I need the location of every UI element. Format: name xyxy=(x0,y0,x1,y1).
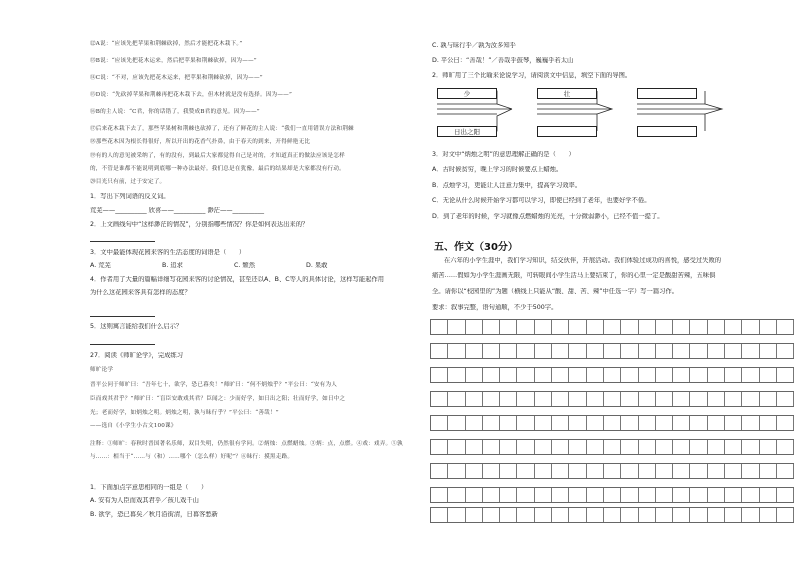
grid-cell[interactable] xyxy=(500,368,517,382)
grid-cell[interactable] xyxy=(552,508,569,522)
grid-cell[interactable] xyxy=(500,488,517,502)
grid-cell[interactable] xyxy=(535,416,552,430)
grid-cell[interactable] xyxy=(708,440,725,454)
grid-cell[interactable] xyxy=(466,440,483,454)
grid-cell[interactable] xyxy=(431,440,448,454)
grid-cell[interactable] xyxy=(673,416,690,430)
grid-cell[interactable] xyxy=(587,392,604,406)
grid-cell[interactable] xyxy=(777,440,794,454)
grid-cell[interactable] xyxy=(725,344,742,358)
grid-cell[interactable] xyxy=(466,464,483,478)
grid-cell[interactable] xyxy=(742,344,759,358)
grid-cell[interactable] xyxy=(448,344,465,358)
grid-cell[interactable] xyxy=(690,344,707,358)
grid-cell[interactable] xyxy=(690,508,707,522)
grid-cell[interactable] xyxy=(535,392,552,406)
grid-cell[interactable] xyxy=(708,392,725,406)
grid-cell[interactable] xyxy=(690,488,707,502)
grid-cell[interactable] xyxy=(448,508,465,522)
grid-cell[interactable] xyxy=(431,488,448,502)
grid-cell[interactable] xyxy=(431,368,448,382)
grid-cell[interactable] xyxy=(690,416,707,430)
grid-cell[interactable] xyxy=(569,508,586,522)
question-5: 5．这则寓言能给我们什么启示？ xyxy=(90,323,183,330)
grid-cell[interactable] xyxy=(569,368,586,382)
question-b1-option-a: A. 安有为人臣而戏其君乎／孩儿戏千山 xyxy=(90,497,199,504)
grid-cell[interactable] xyxy=(552,464,569,478)
passage-title: 师旷论学 xyxy=(90,367,114,373)
grid-cell[interactable] xyxy=(483,368,500,382)
grid-cell[interactable] xyxy=(500,344,517,358)
question-1-fill: 荒芜——__________ 欣喜——__________ 渺茫——__________ xyxy=(90,207,265,214)
grid-cell[interactable] xyxy=(483,488,500,502)
passage-paragraph: ⑬B说：“应该先把花木运来，然后把苹果和荆棘砍掉，因为——” xyxy=(90,58,257,64)
grid-cell[interactable] xyxy=(517,392,534,406)
grid-cell[interactable] xyxy=(483,464,500,478)
grid-cell[interactable] xyxy=(690,368,707,382)
grid-cell[interactable] xyxy=(621,440,638,454)
grid-cell[interactable] xyxy=(535,488,552,502)
grid-cell[interactable] xyxy=(535,320,552,334)
grid-cell[interactable] xyxy=(604,392,621,406)
grid-cell[interactable] xyxy=(656,440,673,454)
question-b1: 1．下面加点字意思相同的一组是（ ） xyxy=(90,484,208,491)
question-3-options xyxy=(90,262,412,270)
answer-line xyxy=(90,316,155,317)
grid-cell[interactable] xyxy=(604,440,621,454)
grid-cell[interactable] xyxy=(777,488,794,502)
left-column xyxy=(90,0,412,562)
grid-cell[interactable] xyxy=(621,392,638,406)
grid-cell[interactable] xyxy=(760,344,777,358)
grid-cell[interactable] xyxy=(656,368,673,382)
grid-cell[interactable] xyxy=(517,464,534,478)
grid-cell[interactable] xyxy=(448,464,465,478)
grid-cell[interactable] xyxy=(673,488,690,502)
grid-row[interactable] xyxy=(430,415,794,431)
grid-cell[interactable] xyxy=(673,440,690,454)
answer-line xyxy=(90,241,155,242)
grid-cell[interactable] xyxy=(587,344,604,358)
q3-option-b: B．点烛学习，更能让人注意力集中，提高学习效率。 xyxy=(432,182,582,189)
section-heading-composition: 五、作文（30分） xyxy=(434,242,518,253)
grid-cell[interactable] xyxy=(552,392,569,406)
grid-cell[interactable] xyxy=(552,488,569,502)
grid-cell[interactable] xyxy=(777,368,794,382)
grid-cell[interactable] xyxy=(725,416,742,430)
grid-cell[interactable] xyxy=(517,320,534,334)
grid-cell[interactable] xyxy=(673,392,690,406)
grid-cell[interactable] xyxy=(621,320,638,334)
grid-cell[interactable] xyxy=(517,368,534,382)
grid-cell[interactable] xyxy=(760,508,777,522)
essay-requirements: 要求：叙事完整，语句通顺，不少于500字。 xyxy=(432,304,558,311)
grid-cell[interactable] xyxy=(604,464,621,478)
grid-cell[interactable] xyxy=(639,488,656,502)
grid-cell[interactable] xyxy=(569,440,586,454)
grid-cell[interactable] xyxy=(656,416,673,430)
grid-cell[interactable] xyxy=(517,344,534,358)
grid-cell[interactable] xyxy=(466,368,483,382)
grid-cell[interactable] xyxy=(587,464,604,478)
grid-cell[interactable] xyxy=(500,392,517,406)
passage-paragraph: ⑯B的主人说：“C君，你的话错了，我赞成B君的意见。因为——” xyxy=(90,109,260,115)
grid-cell[interactable] xyxy=(604,368,621,382)
grid-cell[interactable] xyxy=(742,488,759,502)
grid-cell[interactable] xyxy=(777,416,794,430)
classical-passage: 臣而戏其君乎？”师旷曰：“盲臣安敢戏其君？臣闻之：少而好学，如日出之阳；壮而好学，如日中之 xyxy=(90,396,346,402)
grid-cell[interactable] xyxy=(673,320,690,334)
diagram-box-prime: 壮 xyxy=(537,88,597,99)
q3-option-d: D．到了老年的时候，学习就像点燃蜡烛的光亮，十分微弱渺小，已经不值一提了。 xyxy=(432,213,664,220)
question-2: 2．师旷用了三个比喻来论说学习，请阅读文中信息，填空下面的导图。 xyxy=(432,72,632,79)
grid-cell[interactable] xyxy=(552,440,569,454)
grid-cell[interactable] xyxy=(742,508,759,522)
grid-cell[interactable] xyxy=(535,368,552,382)
grid-cell[interactable] xyxy=(587,508,604,522)
diagram-blank-2[interactable] xyxy=(537,126,597,137)
grid-cell[interactable] xyxy=(760,464,777,478)
answer-line xyxy=(90,344,155,345)
grid-cell[interactable] xyxy=(708,416,725,430)
grid-cell[interactable] xyxy=(639,440,656,454)
grid-cell[interactable] xyxy=(621,508,638,522)
grid-cell[interactable] xyxy=(448,416,465,430)
grid-cell[interactable] xyxy=(621,488,638,502)
grid-cell[interactable] xyxy=(431,508,448,522)
grid-row[interactable] xyxy=(430,367,794,383)
grid-cell[interactable] xyxy=(604,344,621,358)
grid-cell[interactable] xyxy=(639,416,656,430)
grid-cell[interactable] xyxy=(777,392,794,406)
passage-paragraph: ⑭C说：“不对，应该先把花木运来，把苹果和荆棘砍掉，因为——” xyxy=(90,75,263,81)
grid-cell[interactable] xyxy=(760,368,777,382)
grid-cell[interactable] xyxy=(708,508,725,522)
grid-cell[interactable] xyxy=(500,320,517,334)
grid-cell[interactable] xyxy=(448,440,465,454)
grid-cell[interactable] xyxy=(760,416,777,430)
grid-cell[interactable] xyxy=(569,464,586,478)
grid-row[interactable] xyxy=(430,439,794,455)
grid-row[interactable] xyxy=(430,487,794,503)
grid-cell[interactable] xyxy=(673,344,690,358)
grid-cell[interactable] xyxy=(725,368,742,382)
grid-cell[interactable] xyxy=(690,464,707,478)
passage-source: ——选自《小学生小古文100课》 xyxy=(90,423,177,429)
grid-cell[interactable] xyxy=(656,392,673,406)
passage-paragraph: ⑮D说：“先砍掉苹果和荆棘再把花木栽下去，但木材就是没有选择。因为——” xyxy=(90,92,292,98)
diagram-blank-3[interactable] xyxy=(637,88,697,99)
grid-cell[interactable] xyxy=(639,368,656,382)
question-4: 4．作者用了大量的篇幅详细写花园来客的讨论情况，甚至还以A、B、C等人的具体讨论，这样写能起作用 xyxy=(90,276,385,283)
grid-cell[interactable] xyxy=(500,416,517,430)
grid-cell[interactable] xyxy=(708,344,725,358)
grid-cell[interactable] xyxy=(587,488,604,502)
grid-cell[interactable] xyxy=(483,344,500,358)
passage-paragraph: 的，不管是谁都不能说明到底哪一种办法最好。我们总是在犹豫，最后的结果却是大家都没有行动。 xyxy=(90,166,345,172)
grid-cell[interactable] xyxy=(431,416,448,430)
diagram-box-sunrise: 日出之阳 xyxy=(437,126,497,137)
grid-cell[interactable] xyxy=(725,392,742,406)
option-b: B. 追求 xyxy=(162,262,183,269)
grid-cell[interactable] xyxy=(639,464,656,478)
grid-cell[interactable] xyxy=(587,440,604,454)
grid-row[interactable] xyxy=(430,391,794,407)
option-d: D. 果敢 xyxy=(306,262,328,269)
passage-notes: 注释：①师旷：春秋时晋国著名乐师，双目失明，仍然很有学问。②炳烛：点燃蜡烛。③炳：点，点燃。④戏：戏弄。⑤孰与……：相当于“……与（和）……哪个（怎么样）好呢”？⑥昧行：摸黑走路。 xyxy=(90,441,403,460)
grid-cell[interactable] xyxy=(656,320,673,334)
grid-cell[interactable] xyxy=(466,320,483,334)
grid-row[interactable] xyxy=(430,343,794,359)
grid-cell[interactable] xyxy=(690,392,707,406)
grid-cell[interactable] xyxy=(708,320,725,334)
passage-paragraph: ⑳目光只有前，过于安定了。 xyxy=(90,179,166,185)
grid-cell[interactable] xyxy=(500,508,517,522)
option-d: D. 平公曰：“善哉！”／善哉乎鼓琴，巍巍乎若太山 xyxy=(432,57,574,64)
grid-cell[interactable] xyxy=(604,320,621,334)
grid-cell[interactable] xyxy=(431,320,448,334)
question-3: 3．对文中“炳烛之明”的意思理解正确的是（ ） xyxy=(432,151,575,158)
grid-cell[interactable] xyxy=(656,344,673,358)
grid-cell[interactable] xyxy=(466,344,483,358)
classical-passage: 光；老而好学，如炳烛之明。炳烛之明，孰与昧行乎？”平公曰：“善哉！” xyxy=(90,410,279,416)
grid-cell[interactable] xyxy=(742,416,759,430)
grid-cell[interactable] xyxy=(725,508,742,522)
grid-cell[interactable] xyxy=(690,320,707,334)
diagram-box-young: 少 xyxy=(437,88,497,99)
essay-prompt: 在六年的小学生涯中，我们学习知识，结交伙伴，开展活动。我们体验过成功的喜悦，感受过失败的 xyxy=(444,257,722,264)
grid-cell[interactable] xyxy=(742,392,759,406)
grid-cell[interactable] xyxy=(466,416,483,430)
grid-cell[interactable] xyxy=(690,440,707,454)
grid-cell[interactable] xyxy=(448,368,465,382)
grid-cell[interactable] xyxy=(742,440,759,454)
grid-cell[interactable] xyxy=(552,344,569,358)
grid-cell[interactable] xyxy=(656,464,673,478)
grid-cell[interactable] xyxy=(483,508,500,522)
classical-passage: 晋平公问于师旷曰：“吾年七十，欲学，恐已暮矣！”师旷曰：“何不炳烛乎？”平公曰：“安有为人 xyxy=(90,382,338,388)
grid-cell[interactable] xyxy=(569,416,586,430)
grid-row[interactable] xyxy=(430,463,794,479)
grid-cell[interactable] xyxy=(708,488,725,502)
grid-cell[interactable] xyxy=(483,416,500,430)
grid-cell[interactable] xyxy=(569,320,586,334)
grid-cell[interactable] xyxy=(742,320,759,334)
grid-cell[interactable] xyxy=(621,344,638,358)
grid-cell[interactable] xyxy=(777,464,794,478)
grid-cell[interactable] xyxy=(656,488,673,502)
grid-cell[interactable] xyxy=(448,392,465,406)
grid-cell[interactable] xyxy=(448,488,465,502)
grid-cell[interactable] xyxy=(604,508,621,522)
grid-cell[interactable] xyxy=(604,488,621,502)
q3-option-a: A．古时候贫穷，晚上学习的时候要点上蜡烛。 xyxy=(432,166,563,173)
essay-prompt: 痛苦……假如为小学生涯画无限，可转眼间小学生活马上要结束了，你的心里一定是酸甜苦辣，五味俱 xyxy=(432,272,716,279)
grid-cell[interactable] xyxy=(431,392,448,406)
grid-cell[interactable] xyxy=(587,368,604,382)
passage-paragraph: ⑲有的人的意见被采纳了，有的没有，到最后大家都觉得自己是对的，才知道真正的做法应该是怎样 xyxy=(90,153,345,159)
grid-cell[interactable] xyxy=(708,368,725,382)
grid-cell[interactable] xyxy=(535,464,552,478)
option-c: C. 孰与昧行乎／孰为汝多知乎 xyxy=(432,42,516,49)
grid-cell[interactable] xyxy=(639,392,656,406)
grid-cell[interactable] xyxy=(777,344,794,358)
grid-cell[interactable] xyxy=(777,508,794,522)
grid-cell[interactable] xyxy=(517,508,534,522)
essay-prompt: 全。请你以“校园里的”为题（横线上只能从“酸、甜、苦、辣”中任选一字）写一篇习作。 xyxy=(432,288,679,295)
grid-cell[interactable] xyxy=(760,440,777,454)
grid-cell[interactable] xyxy=(639,508,656,522)
grid-cell[interactable] xyxy=(725,320,742,334)
composition-grid[interactable] xyxy=(430,319,794,522)
question-b1-option-b: B. 欲学，恐已暮矣／秋月沿街清，日暮客愁新 xyxy=(90,511,218,518)
grid-cell[interactable] xyxy=(725,464,742,478)
grid-cell[interactable] xyxy=(517,440,534,454)
grid-cell[interactable] xyxy=(552,368,569,382)
grid-cell[interactable] xyxy=(742,368,759,382)
grid-cell[interactable] xyxy=(708,464,725,478)
grid-cell[interactable] xyxy=(621,464,638,478)
option-c: C. 颓然 xyxy=(234,262,255,269)
grid-cell[interactable] xyxy=(760,320,777,334)
question-27: 27．阅读《师旷论学》，完成练习 xyxy=(90,352,184,359)
grid-cell[interactable] xyxy=(587,416,604,430)
grid-cell[interactable] xyxy=(604,416,621,430)
grid-cell[interactable] xyxy=(535,440,552,454)
question-3: 3．文中最能体现花园来客的生活态度的词语是（ ） xyxy=(90,249,246,256)
grid-cell[interactable] xyxy=(500,440,517,454)
q3-option-c: C．无论从什么时候开始学习都可以学习，即使已经到了老年，也要好学不倦。 xyxy=(432,197,651,204)
grid-cell[interactable] xyxy=(587,320,604,334)
grid-cell[interactable] xyxy=(500,464,517,478)
grid-cell[interactable] xyxy=(535,508,552,522)
grid-cell[interactable] xyxy=(639,344,656,358)
grid-cell[interactable] xyxy=(466,508,483,522)
grid-cell[interactable] xyxy=(569,488,586,502)
grid-cell[interactable] xyxy=(725,440,742,454)
grid-cell[interactable] xyxy=(569,344,586,358)
grid-cell[interactable] xyxy=(535,344,552,358)
grid-cell[interactable] xyxy=(466,392,483,406)
grid-cell[interactable] xyxy=(673,464,690,478)
question-4-cont: 为什么这花园来客具有怎样的态度？ xyxy=(90,289,191,296)
grid-cell[interactable] xyxy=(760,488,777,502)
grid-cell[interactable] xyxy=(639,320,656,334)
grid-cell[interactable] xyxy=(466,488,483,502)
question-1: 1．写出下列词语的反义词。 xyxy=(90,193,170,200)
grid-cell[interactable] xyxy=(569,392,586,406)
option-a: A. 荒芜 xyxy=(90,262,111,269)
passage-paragraph: ⑫A说：“应该先把苹果和荆棘砍掉，然后才能把花木栽下。” xyxy=(90,41,243,47)
grid-cell[interactable] xyxy=(483,320,500,334)
grid-cell[interactable] xyxy=(656,508,673,522)
passage-paragraph: ⑱那些花木因为根长得很好，所以开出的花香气扑鼻，由于春天的到来，开得鲜艳无比 xyxy=(90,139,311,145)
question-2: 2．上文画线句中“这样渺茫的情况”，分别指哪些情况？你是如何表达出来的？ xyxy=(90,221,309,228)
grid-cell[interactable] xyxy=(742,464,759,478)
grid-cell[interactable] xyxy=(621,416,638,430)
diagram-blank-4[interactable] xyxy=(637,126,697,137)
grid-cell[interactable] xyxy=(552,416,569,430)
grid-cell[interactable] xyxy=(431,344,448,358)
grid-cell[interactable] xyxy=(517,488,534,502)
grid-cell[interactable] xyxy=(431,464,448,478)
grid-cell[interactable] xyxy=(552,320,569,334)
grid-cell[interactable] xyxy=(725,488,742,502)
grid-cell[interactable] xyxy=(760,392,777,406)
grid-cell[interactable] xyxy=(673,508,690,522)
grid-cell[interactable] xyxy=(517,416,534,430)
grid-cell[interactable] xyxy=(483,392,500,406)
grid-row[interactable] xyxy=(430,507,794,523)
grid-cell[interactable] xyxy=(777,320,794,334)
grid-cell[interactable] xyxy=(673,368,690,382)
grid-cell[interactable] xyxy=(621,368,638,382)
passage-paragraph: ⑰后来花木栽下去了，那些苹果树和荆棘也砍掉了，还有了鲜花的主人说：“我们一直用错误方法和荆棘 xyxy=(90,126,354,132)
grid-cell[interactable] xyxy=(448,320,465,334)
grid-cell[interactable] xyxy=(483,440,500,454)
grid-row[interactable] xyxy=(430,319,794,335)
